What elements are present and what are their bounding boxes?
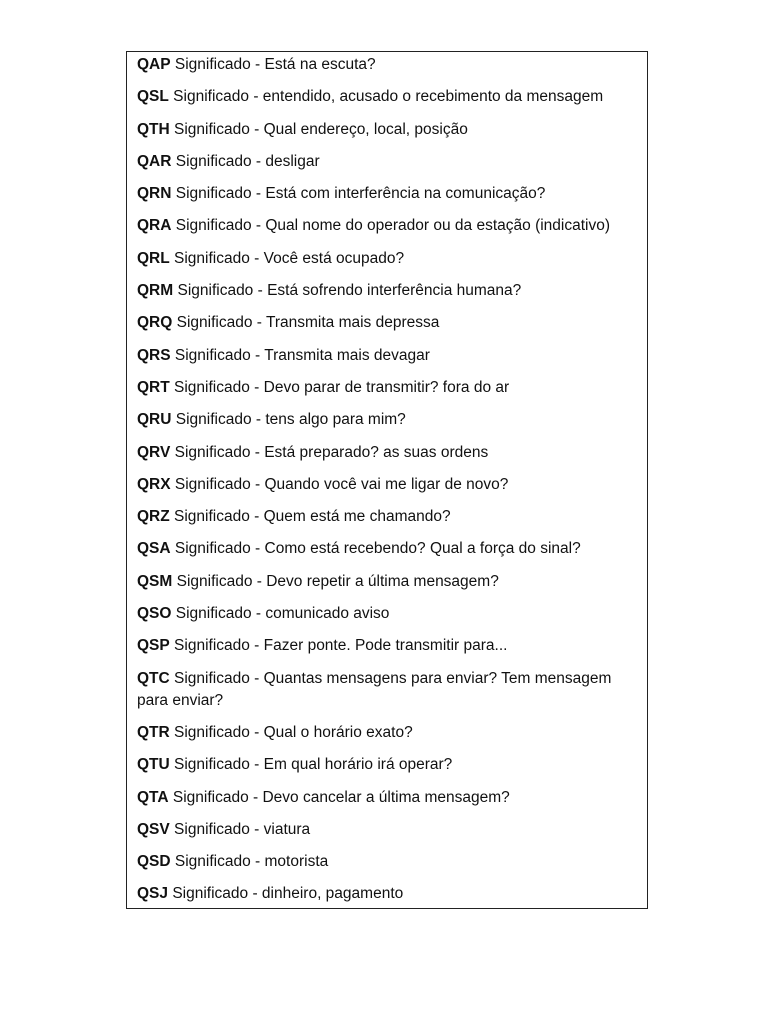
meaning-text: Significado - viatura	[169, 820, 311, 838]
meaning-text: Significado - motorista	[170, 853, 329, 871]
code-label: QSA	[137, 540, 171, 558]
code-label: QRU	[137, 411, 172, 429]
meaning-text: Significado - Quando você vai me ligar de novo?	[170, 475, 509, 493]
entry-qsl	[137, 86, 637, 108]
code-label: QSJ	[137, 885, 169, 903]
entry-qsj	[137, 883, 637, 905]
entry-qrv	[137, 442, 637, 464]
meaning-text: Significado - Qual endereço, local, posição	[169, 120, 468, 138]
meaning-text: Significado - dinheiro, pagamento	[168, 885, 404, 903]
code-label: QAP	[137, 56, 171, 73]
meaning-text: Significado - Como está recebendo? Qual a força do sinal?	[170, 540, 581, 558]
entry-qta	[137, 787, 637, 809]
code-label: QRA	[137, 217, 172, 235]
entry-qrq	[137, 312, 637, 334]
entry-qrt	[137, 377, 637, 399]
meaning-text: Significado - Está preparado? as suas ordens	[170, 443, 489, 461]
entry-qrl	[137, 248, 637, 270]
meaning-text: Significado - desligar	[171, 152, 320, 170]
entry-qth	[137, 119, 637, 141]
code-label: QRN	[137, 185, 172, 203]
code-label: QTU	[137, 756, 170, 774]
meaning-text: Significado - Devo cancelar a última mensagem?	[168, 788, 510, 806]
code-label: QRT	[137, 378, 170, 396]
code-label: QRM	[137, 282, 174, 300]
meaning-text: Significado - Em qual horário irá operar?	[169, 756, 453, 774]
meaning-text: Significado - Quantas mensagens para enviar? Tem mensagem para enviar?	[137, 669, 612, 709]
meaning-text: Significado - Está na escuta?	[170, 56, 376, 73]
entry-qrz	[137, 506, 637, 528]
meaning-text: Significado - comunicado aviso	[171, 605, 390, 623]
code-label: QRZ	[137, 508, 170, 526]
meaning-text: Significado - tens algo para mim?	[171, 411, 406, 429]
code-label: QRQ	[137, 314, 173, 332]
entry-qrx	[137, 474, 637, 496]
meaning-text: Significado - Fazer ponte. Pode transmitir para...	[169, 637, 508, 655]
code-label: QTA	[137, 788, 169, 806]
entry-qsp	[137, 635, 637, 657]
code-label: QRS	[137, 346, 171, 364]
code-label: QTH	[137, 120, 170, 138]
meaning-text: Significado - Quem está me chamando?	[169, 508, 451, 526]
code-label: QRL	[137, 249, 170, 267]
code-label: QSD	[137, 853, 171, 871]
meaning-text: Significado - Qual nome do operador ou da estação (indicativo)	[171, 217, 611, 235]
entry-qrm	[137, 280, 637, 302]
code-label: QAR	[137, 152, 172, 170]
entry-qsv	[137, 819, 637, 841]
q-code-list	[126, 51, 648, 909]
entry-qsm	[137, 571, 637, 593]
meaning-text: Significado - Devo parar de transmitir? fora do ar	[169, 378, 510, 396]
code-label: QSO	[137, 605, 172, 623]
meaning-text: Significado - Devo repetir a última mensagem?	[172, 572, 499, 590]
code-label: QTR	[137, 723, 170, 741]
entry-qtc	[137, 668, 637, 712]
meaning-text: Significado - Transmita mais depressa	[172, 314, 440, 332]
code-label: QSP	[137, 637, 170, 655]
code-label: QRX	[137, 475, 171, 493]
meaning-text: Significado - entendido, acusado o recebimento da mensagem	[168, 88, 604, 106]
entry-qrs	[137, 345, 637, 367]
code-label: QSL	[137, 88, 169, 106]
entry-qso	[137, 603, 637, 625]
entry-qru	[137, 409, 637, 431]
meaning-text: Significado - Qual o horário exato?	[169, 723, 413, 741]
entry-qsa	[137, 538, 637, 560]
entry-qap	[137, 54, 637, 76]
code-label: QTC	[137, 669, 170, 687]
meaning-text: Significado - Você está ocupado?	[169, 249, 405, 267]
entry-qsd	[137, 851, 637, 873]
meaning-text: Significado - Está sofrendo interferência humana?	[173, 282, 522, 300]
entry-qtr	[137, 722, 637, 744]
code-label: QSV	[137, 820, 170, 838]
meaning-text: Significado - Transmita mais devagar	[170, 346, 430, 364]
entry-qrn	[137, 183, 637, 205]
code-label: QSM	[137, 572, 173, 590]
entry-qra	[137, 215, 637, 237]
code-label: QRV	[137, 443, 171, 461]
entry-qtu	[137, 754, 637, 776]
meaning-text: Significado - Está com interferência na comunicação?	[171, 185, 546, 203]
entry-qar	[137, 151, 637, 173]
